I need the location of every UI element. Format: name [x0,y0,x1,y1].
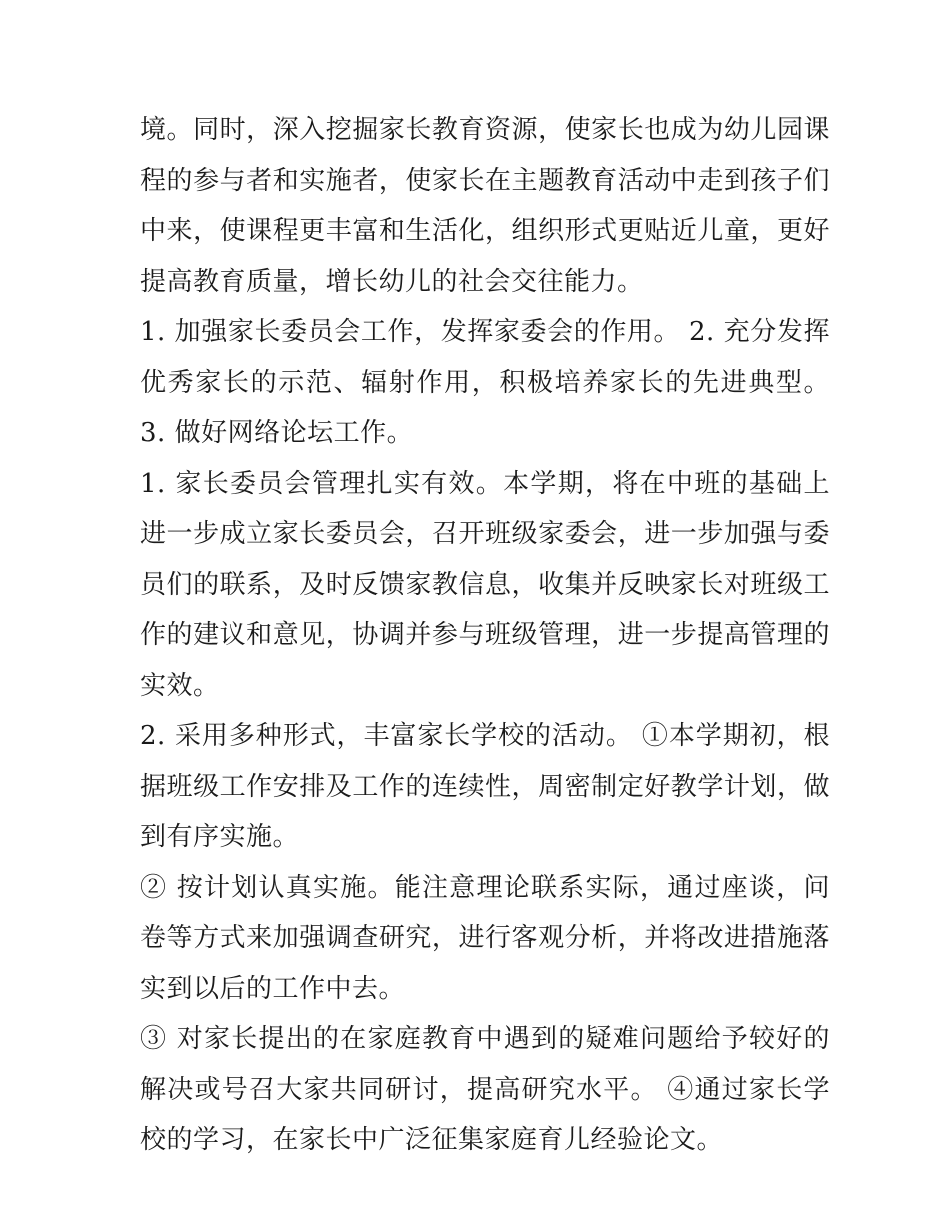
paragraph-parent-questions: ③ 对家长提出的在家庭教育中遇到的疑难问题给予较好的解决或号召大家共同研讨，提高研究水平。 ④通过家长学校的学习，在家长中广泛征集家庭育儿经验论文。 [140,1024,830,1155]
paragraph-implementation: ② 按计划认真实施。能注意理论联系实际，通过座谈，问卷等方式来加强调查研究，进行客观分析，并将改进措施落实到以后的工作中去。 [140,872,830,1004]
paragraph-parent-school-activities: 2. 采用多种形式，丰富家长学校的活动。 ①本学期初，根据班级工作安排及工作的连续性，周密制定好教学计划，做到有序实施。 [140,721,830,852]
paragraph-committee-management: 1. 家长委员会管理扎实有效。本学期，将在中班的基础上进一步成立家长委员会，召开班级家委会，进一步加强与委员们的联系，及时反馈家教信息，收集并反映家长对班级工作的建议和意见，协调并参与班级管理，进一步提高管理的实效。 [140,468,830,701]
paragraph-work-items: 1. 加强家长委员会工作，发挥家委会的作用。 2. 充分发挥优秀家长的示范、辐射作用，积极培养家长的先进典型。 3. 做好网络论坛工作。 [140,317,830,448]
paragraph-intro-continuation: 境。同时，深入挖掘家长教育资源，使家长也成为幼儿园课程的参与者和实施者，使家长在主题教育活动中走到孩子们中来，使课程更丰富和生活化，组织形式更贴近儿童，更好提高教育质量，增长幼儿的社会交往能力。 [140,115,830,297]
document-body [140,105,830,1166]
